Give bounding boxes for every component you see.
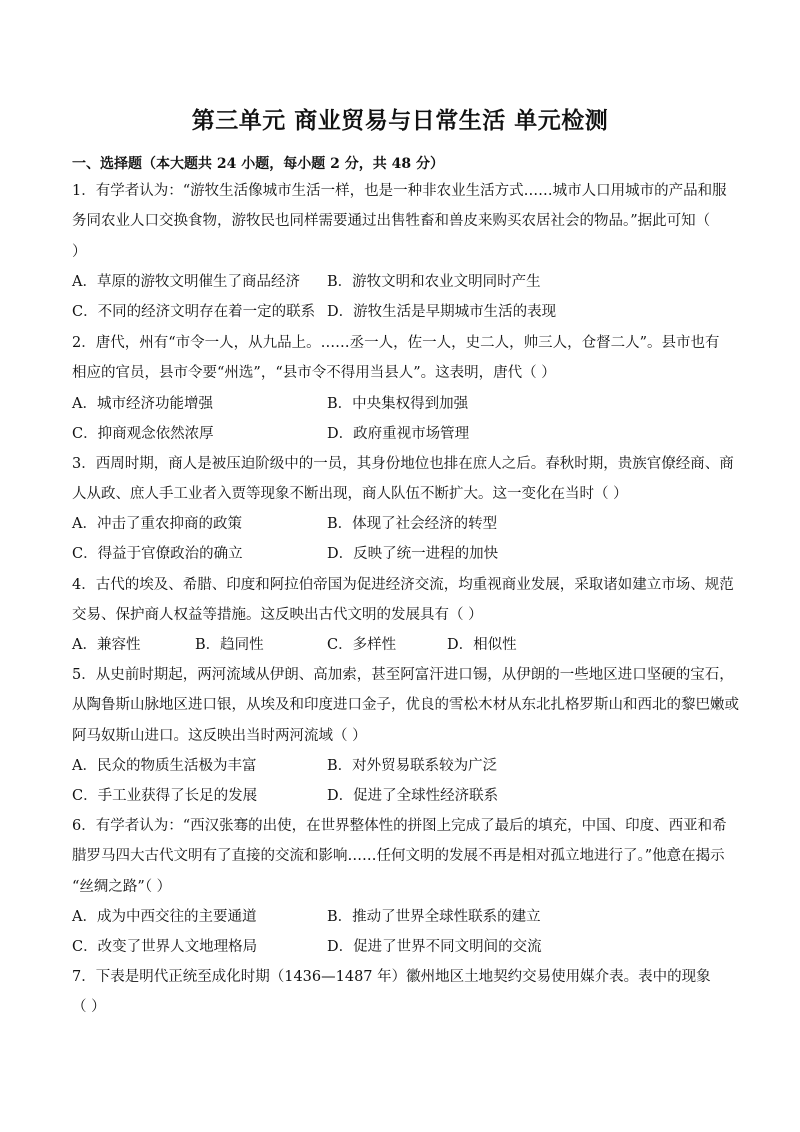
q4-option-a: A．兼容性 <box>72 637 141 653</box>
q2-stem-line-2: 相应的官员，县市令要“州选”，“县市令不得用当县人”。这表明，唐代（ ） <box>72 365 556 381</box>
q5-stem-line-1: 5．从史前时期起，两河流域从伊朗、高加索，甚至阿富汗进口锡，从伊朗的一些地区进口坚硬的宝石， <box>72 667 734 683</box>
q3-stem-line-1: 3．西周时期，商人是被压迫阶级中的一员，其身份地位也排在庶人之后。春秋时期，贵族官僚经商、商 <box>72 456 734 472</box>
q1-option-b: B．游牧文明和农业文明同时产生 <box>327 274 541 290</box>
q6-option-a: A．成为中西交往的主要通道 <box>72 909 257 925</box>
section-heading: 一、选择题（本大题共 24 小题，每小题 2 分，共 48 分） <box>72 156 444 172</box>
q7-stem-line-2: （ ） <box>72 999 106 1015</box>
q3-option-c: C．得益于官僚政治的确立 <box>72 546 243 562</box>
q5-option-c: C．手工业获得了长足的发展 <box>72 788 258 804</box>
q5-option-d: D．促进了全球性经济联系 <box>327 788 499 804</box>
q3-option-a: A．冲击了重农抑商的政策 <box>72 516 242 532</box>
q2-option-a: A．城市经济功能增强 <box>72 396 213 412</box>
q2-option-d: D．政府重视市场管理 <box>327 426 470 442</box>
q4-stem-line-1: 4．古代的埃及、希腊、印度和阿拉伯帝国为促进经济交流，均重视商业发展，采取诸如建立市场、规范 <box>72 577 734 593</box>
q2-stem-line-1: 2．唐代，州有“市令一人，从九品上。……丞一人，佐一人，史二人，帅三人，仓督二人”。县市也有 <box>72 335 720 351</box>
q5-stem-line-2: 从陶鲁斯山脉地区进口银，从埃及和印度进口金子，优良的雪松木材从东北扎格罗斯山和西北的黎巴嫩或 <box>72 697 739 713</box>
q1-option-a: A．草原的游牧文明催生了商品经济 <box>72 274 300 290</box>
q4-option-d: D．相似性 <box>447 637 517 653</box>
q1-option-c: C．不同的经济文明存在着一定的联系 <box>72 304 316 320</box>
q1-stem-line-3: ） <box>72 244 87 260</box>
q5-option-b: B．对外贸易联系较为广泛 <box>327 758 498 774</box>
q3-option-d: D．反映了统一进程的加快 <box>327 546 499 562</box>
q5-option-a: A．民众的物质生活极为丰富 <box>72 758 257 774</box>
q1-stem-line-2: 务同农业人口交换食物，游牧民也同样需要通过出售牲畜和兽皮来购买农居社会的物品。”据此可知（ <box>72 213 711 229</box>
q2-option-c: C．抑商观念依然浓厚 <box>72 426 214 442</box>
q6-option-d: D．促进了世界不同文明间的交流 <box>327 939 542 955</box>
q3-stem-line-2: 人从政、庶人手工业者入贾等现象不断出现，商人队伍不断扩大。这一变化在当时（ ） <box>72 486 628 502</box>
q6-stem-line-1: 6．有学者认为：“西汉张骞的出使，在世界整体性的拼图上完成了最后的填充，中国、印度、西亚和希 <box>72 818 727 834</box>
q2-option-b: B．中央集权得到加强 <box>327 396 469 412</box>
q6-stem-line-2: 腊罗马四大古代文明有了直接的交流和影响……任何文明的发展不再是相对孤立地进行了。”他意在揭示 <box>72 848 725 864</box>
q6-stem-line-3: “丝绸之路”（ ） <box>72 879 172 895</box>
q6-option-b: B．推动了世界全球性联系的建立 <box>327 909 541 925</box>
page-title: 第三单元 商业贸易与日常生活 单元检测 <box>191 108 609 134</box>
q4-option-b: B．趋同性 <box>195 637 264 653</box>
q1-option-d: D．游牧生活是早期城市生活的表现 <box>327 304 557 320</box>
q5-stem-line-3: 阿马奴斯山进口。这反映出当时两河流域（ ） <box>72 728 367 744</box>
q3-option-b: B．体现了社会经济的转型 <box>327 516 498 532</box>
q1-stem-line-1: 1．有学者认为：“游牧生活像城市生活一样，也是一种非农业生活方式……城市人口用城市的产品和服 <box>72 183 727 199</box>
q4-option-c: C．多样性 <box>327 637 397 653</box>
q7-stem-line-1: 7．下表是明代正统至成化时期（1436—1487 年）徽州地区土地契约交易使用媒介表。表中的现象 <box>72 969 711 985</box>
q4-stem-line-2: 交易、保护商人权益等措施。这反映出古代文明的发展具有（ ） <box>72 607 483 623</box>
q6-option-c: C．改变了世界人文地理格局 <box>72 939 258 955</box>
